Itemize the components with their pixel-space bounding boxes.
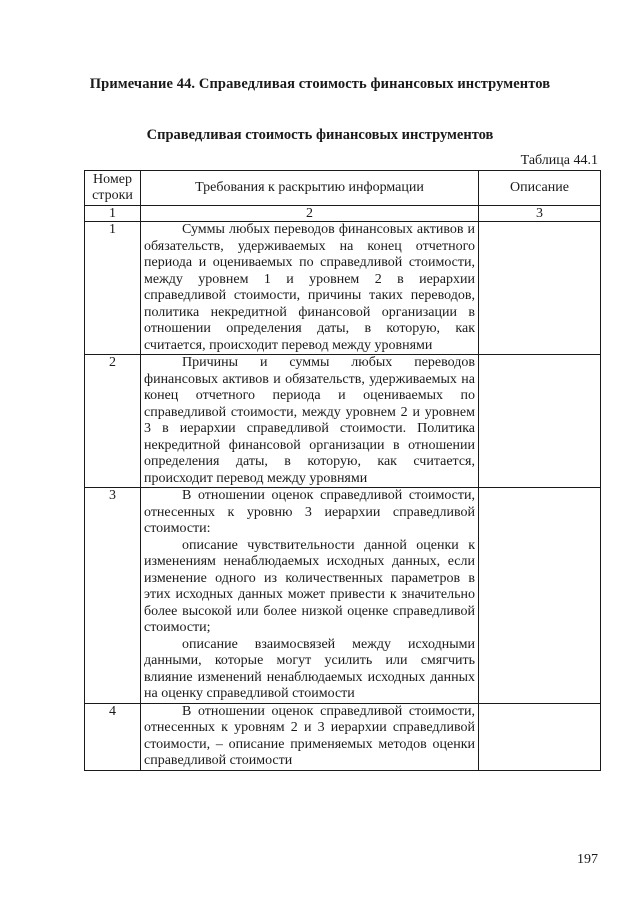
requirement-paragraph: В отношении оценок справедливой стоимости, отнесенных к уровню 3 иерархии справедливой стоимости: — [144, 488, 475, 536]
requirement-cell — [141, 355, 479, 488]
table-row — [85, 488, 601, 704]
header-requirements: Требования к раскрытию информации — [141, 171, 479, 206]
description-cell — [479, 488, 601, 704]
description-cell — [479, 703, 601, 770]
description-cell — [479, 222, 601, 355]
column-index-1: 1 — [85, 206, 141, 222]
header-row-number: Номер строки — [85, 171, 141, 206]
requirement-paragraph: Суммы любых переводов финансовых активов и обязательств, удерживаемых на конец отчетного периода и оцениваемых по справедливой стоимости, между уровнем 1 и уровнем 2 в иерархии справедливой стоимости, причины таких переводов, политика некредитной финансовой организации в отношении определения даты, в которую, как считается, происходит перевод между уровнями — [144, 222, 475, 353]
column-index-3: 3 — [479, 206, 601, 222]
table-header-row — [85, 171, 601, 206]
page-number: 197 — [577, 852, 598, 867]
row-number: 2 — [85, 355, 141, 488]
requirement-paragraph: описание чувствительности данной оценки к изменениям ненаблюдаемых исходных данных, если изменение одного из количественных параметров в этих исходных данных может привести к значительно более высокой или более низкой оценке справедливой стоимости; — [144, 537, 475, 635]
requirement-cell — [141, 222, 479, 355]
requirement-cell — [141, 703, 479, 770]
header-description: Описание — [479, 171, 601, 206]
column-index-2: 2 — [141, 206, 479, 222]
row-number: 1 — [85, 222, 141, 355]
row-number: 4 — [85, 703, 141, 770]
description-cell — [479, 355, 601, 488]
note-title: Примечание 44. Справедливая стоимость финансовых инструментов — [89, 76, 551, 92]
table-label: Таблица 44.1 — [520, 153, 598, 168]
requirement-paragraph: Причины и суммы любых переводов финансовых активов и обязательств, удерживаемых на конец отчетного периода и оцениваемых по справедливой стоимости, между уровнем 2 и уровнем 3 в иерархии справедливой стоимости. Политика некредитной финансовой организации в отношении определения даты, в которую, как считается, происходит перевод между уровнями — [144, 355, 475, 486]
requirement-paragraph: описание взаимосвязей между исходными данными, которые могут усилить или смягчить влияние изменений ненаблюдаемых исходных данных на оценку справедливой стоимости — [144, 636, 475, 701]
table-row — [85, 222, 601, 355]
requirement-cell — [141, 488, 479, 704]
column-index-row — [85, 206, 601, 222]
disclosure-table — [84, 170, 601, 771]
table-row — [85, 703, 601, 770]
table-title: Справедливая стоимость финансовых инструментов — [146, 127, 494, 143]
requirement-paragraph: В отношении оценок справедливой стоимости, отнесенных к уровням 2 и 3 иерархии справедливой стоимости, – описание применяемых методов оценки справедливой стоимости — [144, 703, 475, 768]
table-row — [85, 355, 601, 488]
row-number: 3 — [85, 488, 141, 704]
